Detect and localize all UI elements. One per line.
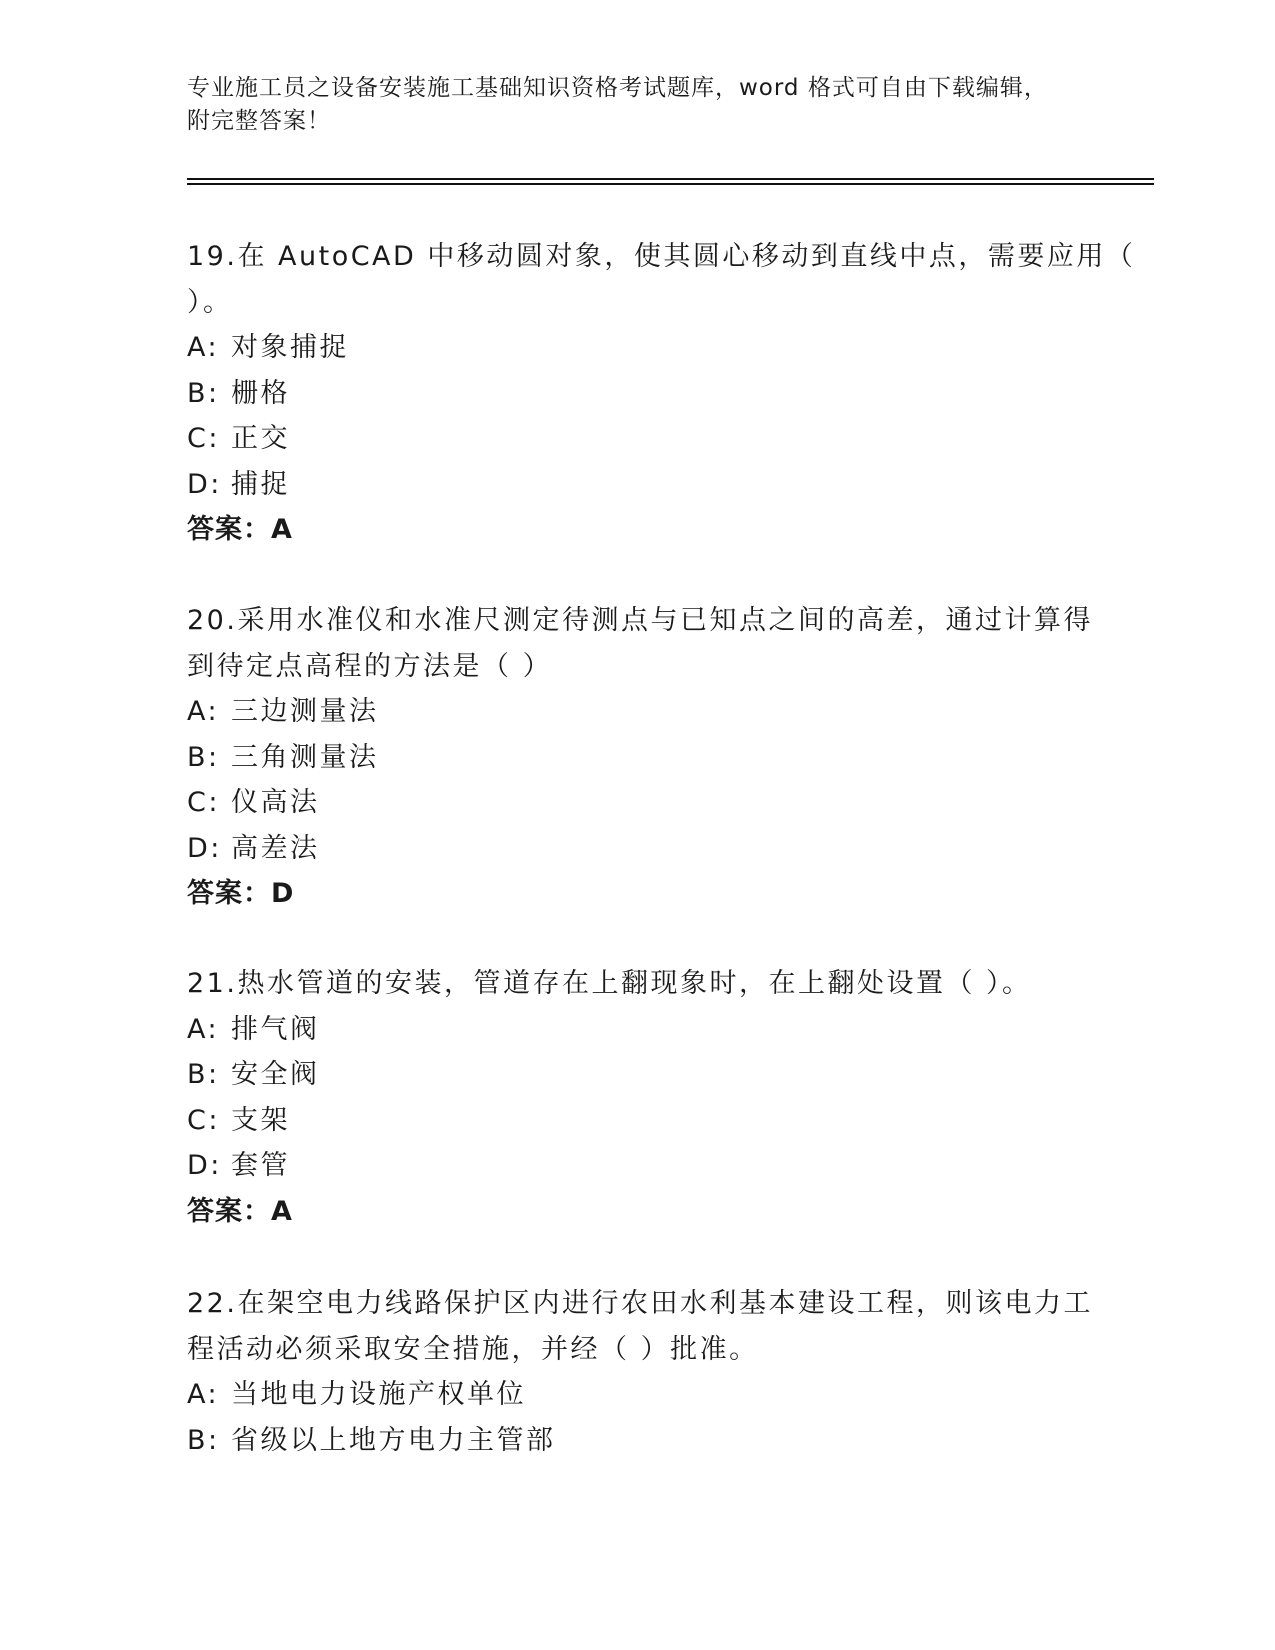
option-key: A: xyxy=(187,696,220,727)
option-d xyxy=(187,1143,1087,1189)
option-b xyxy=(187,735,1087,781)
option-key: C: xyxy=(187,787,220,818)
option-key: D: xyxy=(187,832,222,864)
question-text-line: 22.在架空电力线路保护区内进行农田水利基本建设工程，则该电力工 xyxy=(187,1288,1093,1319)
option-key: D: xyxy=(187,468,222,500)
answer: 答案：A xyxy=(187,1195,293,1227)
option-text: 排气阀 xyxy=(231,1013,320,1045)
option-text: 安全阀 xyxy=(231,1059,320,1090)
question-19 xyxy=(187,234,1136,553)
answer: 答案：D xyxy=(187,878,295,909)
option-text: 正交 xyxy=(231,423,290,454)
option-key: B: xyxy=(187,377,220,409)
option-text: 省级以上地方电力主管部 xyxy=(231,1424,556,1456)
question-text-line: 21.热水管道的安装，管道存在上翻现象时，在上翻处设置（ ）。 xyxy=(187,968,1032,999)
option-key: A: xyxy=(187,1379,220,1410)
option-key: B: xyxy=(187,1424,220,1456)
option-a xyxy=(187,1007,1087,1053)
question-text-line: ）。 xyxy=(187,286,233,318)
option-text: 套管 xyxy=(231,1150,290,1181)
option-text: 支架 xyxy=(231,1104,290,1136)
option-text: 捕捉 xyxy=(231,468,290,500)
option-a xyxy=(187,325,1087,371)
option-key: A: xyxy=(187,332,220,363)
option-text: 三角测量法 xyxy=(231,741,379,773)
document-header xyxy=(187,72,1087,138)
option-text: 当地电力设施产权单位 xyxy=(231,1379,526,1410)
option-c xyxy=(187,780,1087,826)
header-line-2: 附完整答案！ xyxy=(187,108,331,134)
option-text: 三边测量法 xyxy=(231,696,379,727)
answer: 答案：A xyxy=(187,514,293,545)
question-text-line: 19.在 AutoCAD 中移动圆对象，使其圆心移动到直线中点，需要应用（ xyxy=(187,241,1136,272)
option-text: 仪高法 xyxy=(231,787,320,818)
option-key: D: xyxy=(187,1150,222,1181)
option-key: B: xyxy=(187,1059,220,1090)
question-text-line: 20.采用水准仪和水准尺测定待测点与已知点之间的高差，通过计算得 xyxy=(187,605,1093,636)
option-b xyxy=(187,1052,1087,1098)
option-a xyxy=(187,689,1087,735)
question-21 xyxy=(187,961,1087,1234)
option-text: 高差法 xyxy=(231,832,320,864)
option-d xyxy=(187,826,1087,872)
option-b xyxy=(187,1418,1087,1464)
question-22 xyxy=(187,1281,1093,1463)
question-text-line: 到待定点高程的方法是（ ） xyxy=(187,650,553,682)
option-key: A: xyxy=(187,1013,220,1045)
option-text: 对象捕捉 xyxy=(231,332,349,363)
header-line-1: 专业施工员之设备安装施工基础知识资格考试题库，word 格式可自由下载编辑， xyxy=(187,75,1048,101)
question-text-line: 程活动必须采取安全措施，并经（ ）批准。 xyxy=(187,1333,759,1365)
header-divider-bottom xyxy=(187,183,1154,185)
option-key: B: xyxy=(187,741,220,773)
option-b xyxy=(187,371,1087,417)
option-a xyxy=(187,1372,1087,1418)
option-key: C: xyxy=(187,1104,220,1136)
option-c xyxy=(187,416,1087,462)
option-c xyxy=(187,1098,1087,1144)
header-divider-top xyxy=(187,178,1154,180)
option-d xyxy=(187,462,1087,508)
question-20 xyxy=(187,598,1093,917)
option-text: 栅格 xyxy=(231,377,290,409)
option-key: C: xyxy=(187,423,220,454)
